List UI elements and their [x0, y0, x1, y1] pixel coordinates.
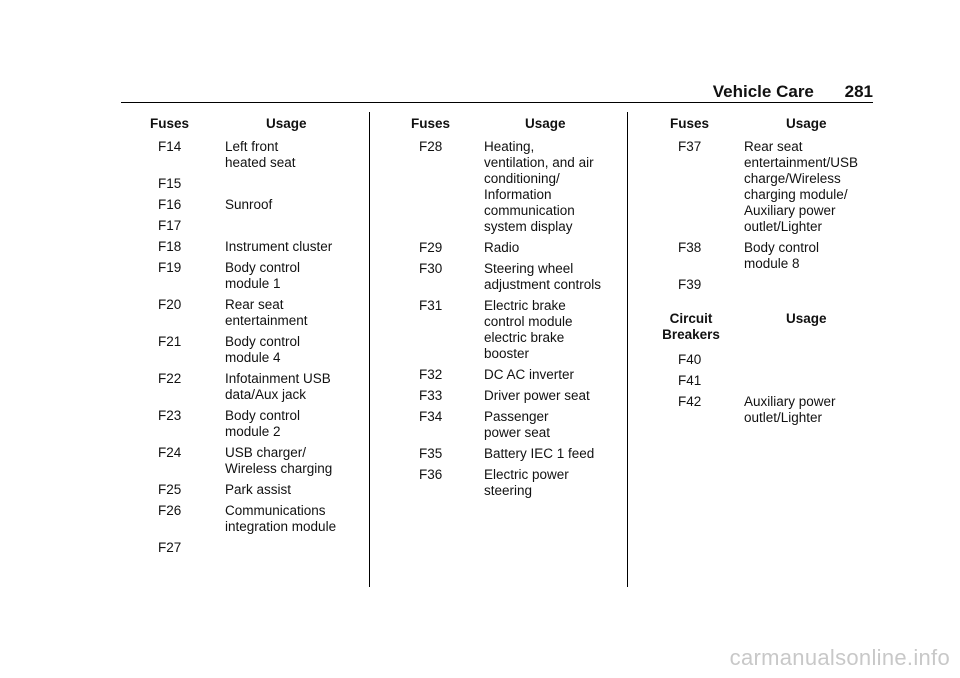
- fuse-row: [158, 197, 358, 213]
- fuse-usage: Electric power steering: [484, 467, 569, 498]
- table-header: [150, 116, 358, 134]
- fuse-id: F21: [158, 334, 182, 349]
- fuse-id: F25: [158, 482, 182, 497]
- fuse-usage: Infotainment USB data/Aux jack: [225, 371, 331, 402]
- fuse-row: [158, 503, 358, 535]
- fuse-id: F42: [678, 394, 702, 409]
- fuse-id: F31: [419, 298, 443, 313]
- fuse-id: F27: [158, 540, 182, 555]
- fuse-row: [158, 482, 358, 498]
- fuse-id: F33: [419, 388, 443, 403]
- fuse-usage: Heating, ventilation, and air conditioning/ Information communication system display: [484, 139, 594, 234]
- fuse-id: F29: [419, 240, 443, 255]
- fuse-id: F19: [158, 260, 182, 275]
- fuse-usage: Communications integration module: [225, 503, 337, 534]
- fuse-row: [419, 409, 624, 441]
- usage-header: Usage: [266, 116, 307, 131]
- page-number: 281: [844, 82, 873, 101]
- fuse-row: [158, 408, 358, 440]
- fuses-header: Fuses: [150, 116, 190, 131]
- fuse-id: F30: [419, 261, 443, 276]
- fuse-row: [158, 239, 358, 255]
- breakers-header: Circuit Breakers: [662, 311, 720, 342]
- fuse-usage: Driver power seat: [484, 388, 590, 403]
- fuse-usage: Body control module 4: [225, 334, 301, 365]
- fuse-usage: Body control module 1: [225, 260, 301, 291]
- fuse-id: F14: [158, 139, 182, 154]
- fuse-id: F37: [678, 139, 702, 154]
- fuse-usage: DC AC inverter: [484, 367, 575, 382]
- column-divider-2: [627, 112, 628, 587]
- fuse-usage: Instrument cluster: [225, 239, 333, 254]
- fuse-usage: Radio: [484, 240, 520, 255]
- fuse-id: F16: [158, 197, 182, 212]
- fuse-row: [678, 373, 878, 389]
- fuse-usage: Body control module 2: [225, 408, 301, 439]
- fuse-id: F20: [158, 297, 182, 312]
- fuse-column-3: [662, 116, 878, 426]
- fuse-id: F28: [419, 139, 443, 154]
- fuse-row: [158, 540, 358, 556]
- fuse-row: [419, 446, 624, 462]
- fuse-usage: Park assist: [225, 482, 292, 497]
- usage-header: Usage: [786, 116, 827, 131]
- fuse-id: F23: [158, 408, 182, 423]
- fuse-id: F36: [419, 467, 443, 482]
- page-header: [713, 84, 873, 100]
- fuse-usage: Body control module 8: [744, 240, 820, 271]
- fuse-column-2: [411, 116, 624, 499]
- fuse-usage: Battery IEC 1 feed: [484, 446, 595, 461]
- header-rule: [121, 102, 873, 103]
- fuse-usage: Passenger power seat: [484, 409, 551, 440]
- fuse-row: [678, 240, 878, 272]
- fuse-column-1: [150, 116, 358, 556]
- table-header: [411, 116, 624, 134]
- fuse-id: F17: [158, 218, 182, 233]
- fuse-row: [678, 139, 878, 235]
- fuse-row: [678, 352, 878, 368]
- fuse-usage: Left front heated seat: [225, 139, 296, 170]
- fuse-id: F22: [158, 371, 182, 386]
- fuse-id: F41: [678, 373, 702, 388]
- fuse-row: [419, 388, 624, 404]
- fuse-id: F24: [158, 445, 182, 460]
- section-title: Vehicle Care: [712, 82, 814, 101]
- fuse-row: [419, 240, 624, 256]
- fuse-id: F39: [678, 277, 702, 292]
- fuse-row: [419, 467, 624, 499]
- fuse-row: [158, 445, 358, 477]
- fuse-row: [419, 139, 624, 235]
- fuse-row: [158, 139, 358, 171]
- circuit-breakers-header: [662, 311, 878, 347]
- fuse-row: [158, 176, 358, 192]
- fuse-id: F38: [678, 240, 702, 255]
- fuse-usage: Electric brake control module electric brake booster: [484, 298, 573, 361]
- fuse-usage: Sunroof: [225, 197, 273, 212]
- fuse-row: [158, 297, 358, 329]
- fuse-id: F35: [419, 446, 443, 461]
- fuse-usage: Steering wheel adjustment controls: [484, 261, 602, 292]
- fuse-row: [158, 260, 358, 292]
- breakers-usage-header: Usage: [786, 311, 827, 326]
- fuse-row: [158, 334, 358, 366]
- fuse-id: F34: [419, 409, 443, 424]
- fuse-id: F15: [158, 176, 182, 191]
- usage-header: Usage: [525, 116, 566, 131]
- fuse-id: F32: [419, 367, 443, 382]
- fuse-id: F40: [678, 352, 702, 367]
- fuse-row: [158, 218, 358, 234]
- fuse-row: [678, 277, 878, 293]
- fuse-usage: Rear seat entertainment: [225, 297, 308, 328]
- fuse-row: [158, 371, 358, 403]
- column-divider-1: [369, 112, 370, 587]
- fuse-usage: Rear seat entertainment/USB charge/Wireless charging module/ Auxiliary power outlet/Lighter: [744, 139, 859, 234]
- fuse-usage: USB charger/ Wireless charging: [225, 445, 333, 476]
- fuse-usage: Auxiliary power outlet/Lighter: [744, 394, 836, 425]
- fuse-id: F18: [158, 239, 182, 254]
- table-header: [670, 116, 878, 134]
- fuses-header: Fuses: [670, 116, 710, 131]
- fuses-header: Fuses: [411, 116, 451, 131]
- fuse-row: [419, 367, 624, 383]
- fuse-row: [419, 261, 624, 293]
- fuse-row: [678, 394, 878, 426]
- fuse-id: F26: [158, 503, 182, 518]
- watermark: carmanualsonline.info: [729, 645, 950, 670]
- fuse-row: [419, 298, 624, 362]
